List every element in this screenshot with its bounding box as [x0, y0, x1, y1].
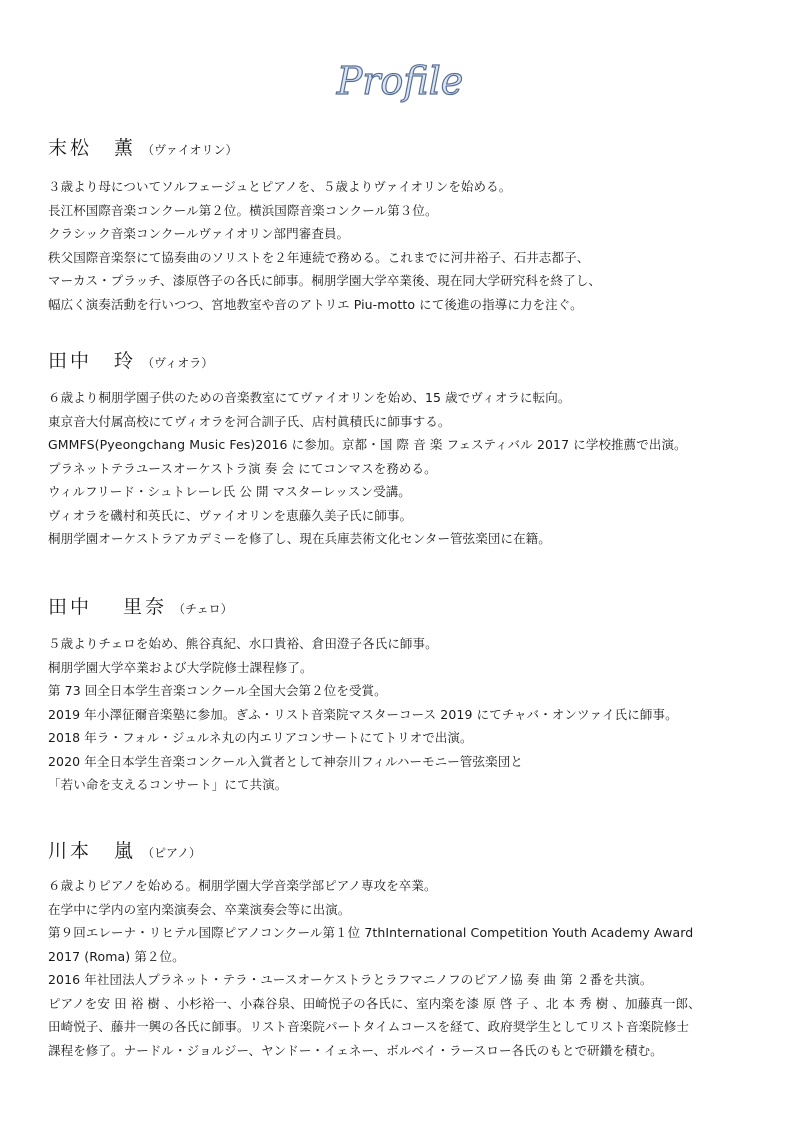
bio-line: 2018 年ラ・フォル・ジュルネ丸の内エリアコンサートにてトリオで出演。 — [48, 730, 473, 745]
performer-instrument: （ピアノ） — [142, 846, 202, 860]
profile-title-graphic — [330, 52, 470, 112]
bio-line: クラシック音楽コンクールヴァイオリン部門審査員。 — [48, 226, 350, 241]
bio-line: 2017 (Roma) 第２位。 — [48, 948, 185, 964]
bio-line: 課程を修了。ナードル・ジョルジー、ヤンドー・イェネー、ボルベイ・ラースロー各氏のもとで研鑽を積む。 — [48, 1042, 663, 1058]
performer-name: 川本 嵐 — [48, 840, 137, 862]
profile-section-kawamoto — [48, 836, 768, 1062]
performer-name: 田中 玲 — [48, 350, 137, 372]
bio-line: 田崎悦子、藤井一興の各氏に師事。リスト音楽院パートタイムコースを経て、政府奨学生としてリスト音楽院修士 — [48, 1019, 689, 1034]
bio-line: マーカス・プラッチ、漆原啓子の各氏に師事。桐朋学園大学卒業後、現在同大学研究科を終了し、 — [48, 273, 602, 288]
bio-line: 秩父国際音楽祭にて協奏曲のソリストを２年連続で務める。これまでに河井裕子、石井志都子、 — [48, 249, 590, 265]
bio-line: 在学中に学内の室内楽演奏会、卒業演奏会等に出演。 — [48, 901, 351, 917]
page-title — [0, 52, 800, 116]
bio-line: 2019 年小澤征爾音楽塾に参加。ぎふ・リスト音楽院マスターコース 2019 にてチャバ・オンツァイ氏に師事。 — [48, 706, 678, 722]
performer-instrument: （ヴァイオリン） — [142, 143, 238, 157]
profile-section-tanaka-rina — [48, 592, 768, 797]
bio-line: 桐朋学園オーケストラアカデミーを修了し、現在兵庫芸術文化センター管弦楽団に在籍。 — [48, 531, 551, 546]
bio-line: 幅広く演奏活動を行いつつ、宮地教室や音のアトリエ Piu-motto にて後進の指導に力を注ぐ。 — [48, 296, 583, 312]
name-line — [48, 133, 768, 163]
bio-list — [48, 175, 768, 316]
bio-line: 東京音大付属高校にてヴィオラを河合訓子氏、店村眞積氏に師事する。 — [48, 413, 451, 429]
performer-name: 田中 里奈 — [48, 596, 168, 618]
bio-line: 第９回エレーナ・リヒテル国際ピアノコンクール第１位 7thInternational Competition Youth Academy Award — [48, 925, 694, 940]
bio-list — [48, 386, 768, 551]
bio-line: ３歳より母についてソルフェージュとピアノを、５歳よりヴァイオリンを始める。 — [48, 179, 512, 194]
name-line — [48, 346, 768, 376]
profile-section-suematsu — [48, 133, 768, 316]
name-line — [48, 836, 768, 866]
performer-instrument: （ヴィオラ） — [142, 356, 214, 370]
bio-line: 桐朋学園大学卒業および大学院修士課程修了。 — [48, 659, 313, 675]
bio-line: 「若い命を支えるコンサート」にて共演。 — [48, 777, 288, 792]
bio-list — [48, 632, 768, 797]
bio-line: ウィルフリード・シュトレーレ氏 公 開 マスターレッスン受講。 — [48, 484, 411, 499]
performer-instrument: （チェロ） — [173, 602, 233, 616]
bio-line: ６歳より桐朋学園子供のための音楽教室にてヴァイオリンを始め、15 歳でヴィオラに転向。 — [48, 390, 571, 405]
bio-line: ヴィオラを磯村和英氏に、ヴァイオリンを恵藤久美子氏に師事。 — [48, 507, 413, 523]
bio-line: 2020 年全日本学生音楽コンクール入賞者として神奈川フィルハーモニー管弦楽団と — [48, 753, 523, 769]
bio-line: ６歳よりピアノを始める。桐朋学園大学音楽学部ピアノ専攻を卒業。 — [48, 878, 437, 893]
bio-line: ５歳よりチェロを始め、熊谷真紀、水口貴裕、倉田澄子各氏に師事。 — [48, 636, 438, 651]
bio-line: 第 73 回全日本学生音楽コンクール全国大会第２位を受賞。 — [48, 683, 387, 698]
bio-line: ピアノを安 田 裕 樹 、小杉裕一、小森谷泉、田崎悦子の各氏に、室内楽を漆 原 啓 子 、北 本 秀 樹 、加藤真一郎、 — [48, 995, 701, 1011]
bio-line: 2016 年社団法人プラネット・テラ・ユースオーケストラとラフマニノフのピアノ協 奏 曲 第 ２番を共演。 — [48, 972, 653, 987]
bio-line: プラネットテラユースオーケストラ演 奏 会 にてコンマスを務める。 — [48, 460, 437, 476]
profile-section-tanaka-rei — [48, 346, 768, 551]
performer-name: 末松 薫 — [48, 137, 137, 159]
bio-line: GMMFS(Pyeongchang Music Fes)2016 に参加。京都・国 際 音 楽 フェスティバル 2017 に学校推薦で出演。 — [48, 437, 687, 452]
name-line — [48, 592, 768, 622]
profile-title-text: Profile — [336, 59, 464, 103]
bio-line: 長江杯国際音楽コンクール第２位。横浜国際音楽コンクール第３位。 — [48, 202, 438, 218]
bio-list — [48, 874, 768, 1062]
